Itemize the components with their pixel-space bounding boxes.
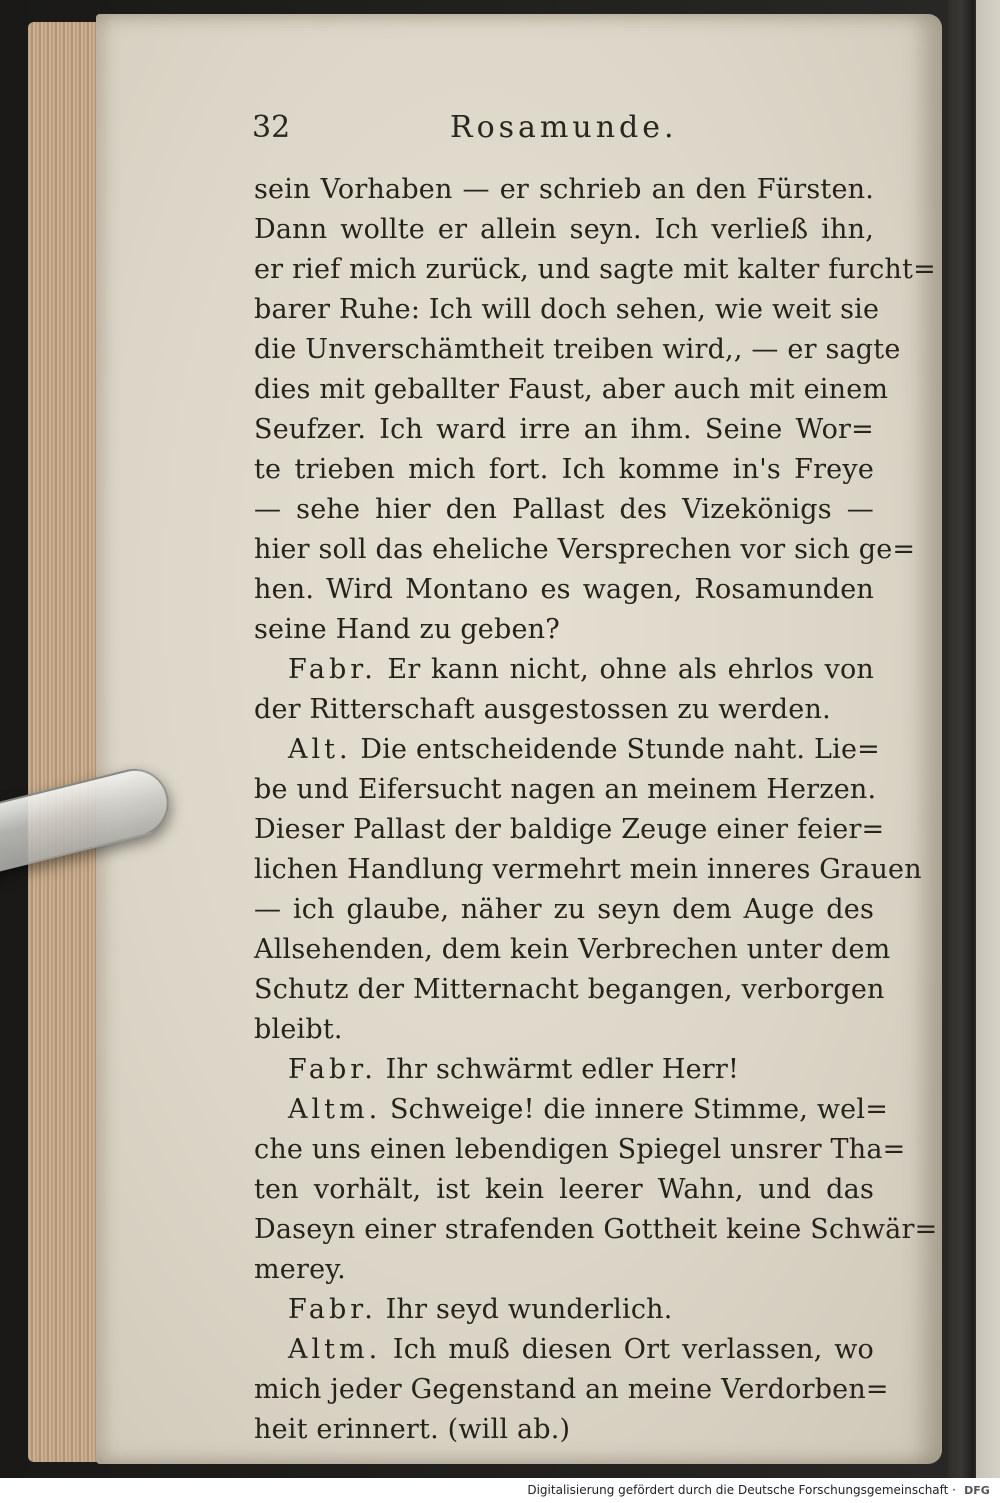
text-line: te trieben mich fort. Ich komme in's Freye <box>254 454 874 485</box>
dialogue-text: Er kann nicht, ohne als ehrlos von <box>387 654 874 685</box>
dialogue-line: bleibt. <box>254 1014 343 1045</box>
dialogue-line <box>254 1090 889 1130</box>
text-line: die Unverschämtheit treiben wird,, — er sagte <box>254 334 901 365</box>
dialogue-line <box>254 1050 874 1090</box>
dialogue-line: che uns einen lebendigen Spiegel unsrer Tha= <box>254 1134 906 1165</box>
footer-credit: Digitalisierung gefördert durch die Deutsche Forschungsgemeinschaft · <box>527 1483 956 1497</box>
page-header <box>252 110 872 150</box>
digitization-footer <box>0 1478 1000 1503</box>
dialogue-text: Die entscheidende Stunde naht. Lie= <box>360 734 880 765</box>
dialogue-line <box>254 650 874 690</box>
page-text <box>254 170 938 1450</box>
dialogue-text: Ich muß diesen Ort verlassen, wo <box>392 1334 874 1365</box>
page-number: 32 <box>252 110 291 145</box>
dfg-logo: DFG <box>964 1483 990 1497</box>
running-title: Rosamunde. <box>450 110 678 145</box>
dialogue-line: mich jeder Gegenstand an meine Verdorben= <box>254 1374 889 1405</box>
dialogue-line: der Ritterschaft ausgestossen zu werden. <box>254 694 831 725</box>
speaker-name: Altm. <box>288 1094 382 1125</box>
book-gutter <box>948 0 974 1478</box>
dialogue-line: Allsehenden, dem kein Verbrechen unter dem <box>254 934 891 965</box>
text-line: barer Ruhe: Ich will doch sehen, wie weit sie <box>254 294 880 325</box>
speaker-name: Fabr. <box>288 1054 377 1085</box>
speaker-name: Altm. <box>288 1334 382 1365</box>
dialogue-text: Ihr schwärmt edler Herr! <box>385 1054 740 1085</box>
dialogue-line: Schutz der Mitternacht begangen, verborgen <box>254 974 885 1005</box>
speaker-name: Fabr. <box>288 654 377 685</box>
text-line: hier soll das eheliche Versprechen vor sich ge= <box>254 534 916 565</box>
dialogue-line: be und Eifersucht nagen an meinem Herzen. <box>254 774 877 805</box>
text-line: Dann wollte er allein seyn. Ich verließ ihn, <box>254 214 874 245</box>
dialogue-line: — ich glaube, näher zu seyn dem Auge des <box>254 894 874 925</box>
dialogue-text: Ihr seyd wunderlich. <box>385 1294 673 1325</box>
text-line: sein Vorhaben — er schrieb an den Fürsten. <box>254 174 874 205</box>
dialogue-line <box>254 1330 874 1370</box>
dialogue-line: lichen Handlung vermehrt mein inneres Grauen <box>254 854 922 885</box>
text-line: hen. Wird Montano es wagen, Rosamunden <box>254 574 874 605</box>
dialogue-text: Schweige! die innere Stimme, wel= <box>389 1094 889 1125</box>
dialogue-line <box>254 730 880 770</box>
text-line: dies mit geballter Faust, aber auch mit einem <box>254 374 889 405</box>
speaker-name: Fabr. <box>288 1294 377 1325</box>
dialogue-line: ten vorhält, ist kein leerer Wahn, und das <box>254 1174 874 1205</box>
dialogue-line: heit erinnert. (will ab.) <box>254 1414 571 1445</box>
dialogue-line: merey. <box>254 1254 346 1285</box>
speaker-name: Alt. <box>288 734 352 765</box>
dialogue-line: Daseyn einer strafenden Gottheit keine Schwär= <box>254 1214 938 1245</box>
text-line: seine Hand zu geben? <box>254 614 560 645</box>
text-line: er rief mich zurück, und sagte mit kalter furcht= <box>254 254 936 285</box>
dialogue-line <box>254 1290 874 1330</box>
text-line: Seufzer. Ich ward irre an ihm. Seine Wor= <box>254 414 874 445</box>
text-line: — sehe hier den Pallast des Vizekönigs — <box>254 494 874 525</box>
facing-page-edge <box>976 0 1000 1478</box>
dialogue-line: Dieser Pallast der baldige Zeuge einer feier= <box>254 814 885 845</box>
